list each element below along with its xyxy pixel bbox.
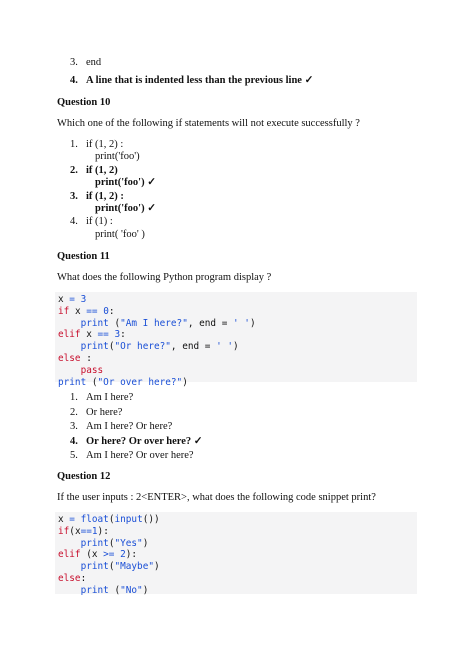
q11-option-3 (70, 420, 203, 435)
code-line: else: (58, 572, 87, 584)
code-line: if(x==1): (58, 525, 109, 537)
option-text: Am I here? Or here? (86, 421, 173, 432)
q10-option-1 (70, 139, 156, 164)
option-number: 3. (70, 421, 78, 432)
code-line: x = 3 (58, 294, 87, 305)
code-line: print ("Am I here?", end = ' ') (80, 317, 256, 329)
question-12-prompt: If the user inputs : 2<ENTER>, what does the following code snippet print? (57, 492, 376, 503)
code-line: x = float(input()) (58, 514, 160, 525)
q11-options-list (70, 391, 203, 464)
option-number: 5. (70, 450, 78, 461)
option-line1: if (1, 2) : (86, 139, 124, 150)
option-line2: print('foo') ✓ (95, 203, 157, 215)
question-11-heading: Question 11 (57, 251, 110, 262)
option-line1: if (1, 2) (86, 164, 118, 176)
q11-code-block (55, 292, 417, 388)
option-number: 3. (70, 57, 78, 68)
q11-option-2 (70, 406, 203, 421)
q12-code-block (55, 512, 417, 594)
option-line2: print('foo') ✓ (95, 177, 157, 189)
code-line: print("Maybe") (80, 561, 160, 573)
question-10-heading: Question 10 (57, 97, 111, 108)
option-line1: if (1, 2) : (86, 190, 124, 202)
q9-options-list (70, 56, 313, 88)
code-line: pass (80, 364, 104, 376)
option-line1: if (1) : (86, 216, 113, 228)
q9-option-4 (70, 74, 313, 89)
option-number: 2. (70, 406, 78, 418)
option-number: 2. (70, 164, 78, 176)
q10-option-4 (70, 216, 156, 241)
option-text: Or here? (86, 406, 123, 418)
question-10-prompt: Which one of the following if statements will not execute successfully ? (57, 118, 360, 129)
code-line: print("Yes") (80, 537, 149, 549)
option-line2: print( 'foo' ) (95, 228, 145, 240)
option-number: 1. (70, 139, 78, 150)
option-text: end (86, 57, 102, 68)
question-12-heading: Question 12 (57, 471, 111, 482)
q11-option-4 (70, 435, 203, 450)
option-text: Am I here? (86, 392, 134, 403)
option-text: Or here? Or over here? ✓ (86, 435, 203, 447)
code-line: elif x == 3: (58, 329, 126, 341)
q10-option-2 (70, 165, 156, 190)
option-line2: print('foo') (95, 151, 140, 163)
option-number: 4. (70, 74, 78, 86)
code-line: elif (x >= 2): (58, 549, 138, 561)
option-number: 3. (70, 190, 78, 202)
code-line: if x == 0: (58, 305, 115, 317)
code-line: print ("Or over here?") (58, 376, 188, 388)
option-text: A line that is indented less than the previous line ✓ (86, 74, 314, 86)
q11-option-1 (70, 391, 203, 406)
option-number: 4. (70, 216, 78, 228)
q10-options-list (70, 139, 156, 241)
question-11-prompt: What does the following Python program display ? (57, 272, 272, 283)
option-number: 4. (70, 435, 78, 447)
code-line: print("Or here?", end = ' ') (80, 341, 239, 353)
option-number: 1. (70, 392, 78, 403)
option-text: Am I here? Or over here? (86, 450, 194, 461)
q11-option-5 (70, 449, 203, 464)
q10-option-3 (70, 191, 156, 216)
code-line: print ("No") (80, 584, 149, 596)
q9-option-3 (70, 56, 313, 71)
code-line: else : (58, 352, 92, 364)
